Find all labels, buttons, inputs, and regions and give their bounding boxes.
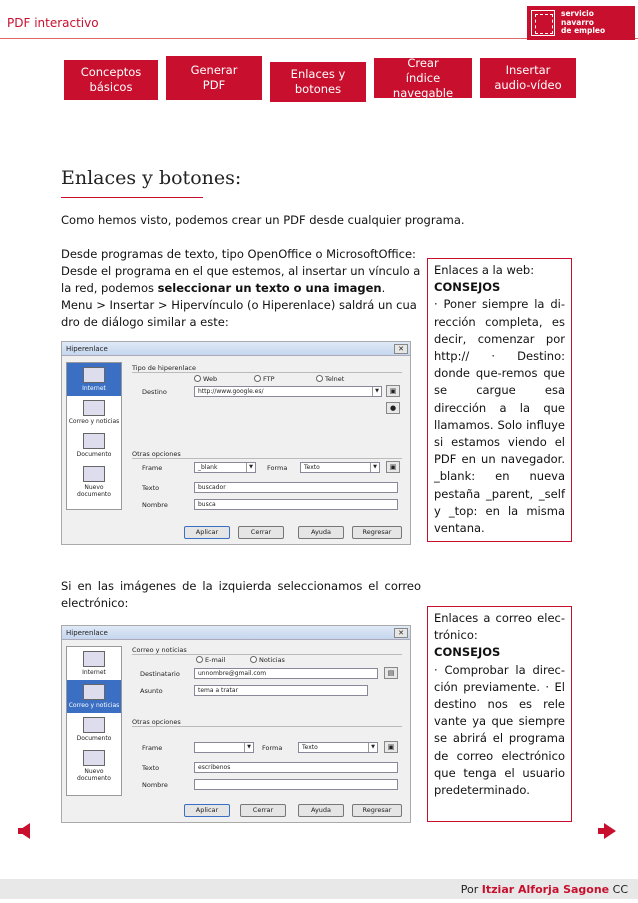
para1-bold: seleccionar un texto o una imagen (157, 281, 382, 295)
tip-box-email (427, 606, 572, 822)
sidebar-item-document[interactable] (67, 429, 121, 462)
dest-value: http://www.google.es/ (198, 388, 264, 395)
internet-icon (83, 651, 105, 667)
nav-label: botones (294, 82, 342, 96)
nav-enlaces-botones[interactable] (270, 62, 366, 102)
form-label: Forma (267, 464, 288, 472)
intro-text: Como hemos visto, podemos crear un PDF desde cualquier programa. (61, 213, 465, 227)
chevron-down-icon[interactable]: ▼ (372, 387, 381, 396)
name-input[interactable]: busca (194, 499, 398, 510)
subject-label: Asunto (140, 687, 163, 695)
tip-box-web (427, 258, 572, 542)
name-label: Nombre (142, 501, 168, 509)
recipient-input[interactable]: unnombre@gmail.com (194, 668, 378, 679)
group-label: Correo y noticias (132, 646, 402, 655)
frame-select[interactable] (194, 462, 256, 473)
nav-insertar-audio-video[interactable] (480, 58, 576, 98)
dialog-titlebar (62, 626, 410, 640)
radio-telnet[interactable]: Telnet (316, 375, 344, 383)
mail-icon (83, 684, 105, 700)
sidebar-label: Correo y noticias (68, 418, 120, 425)
para1-line: Desde programas de texto, tipo OpenOffice o MicrosoftOffice: (61, 247, 416, 261)
text-label: Texto (142, 764, 160, 772)
close-icon[interactable]: ✕ (394, 344, 408, 354)
folder-icon[interactable]: ▣ (386, 385, 400, 397)
dialog-title: Hiperenlace (66, 345, 108, 353)
document-icon (83, 433, 105, 449)
para1-line (61, 280, 421, 297)
sidebar-label: Nuevo documento (77, 768, 111, 782)
sidebar-item-new-document[interactable] (67, 746, 121, 786)
events-icon[interactable]: ▣ (384, 741, 398, 753)
internet-icon (83, 367, 105, 383)
apply-button[interactable]: Aplicar (184, 804, 230, 817)
previous-page-icon[interactable] (18, 823, 30, 839)
form-value: Texto (304, 464, 320, 471)
group-label: Otras opciones (132, 718, 402, 727)
group-label: Tipo de hiperenlace (132, 364, 402, 373)
dialog-titlebar (62, 342, 410, 356)
para1-text: . (381, 281, 386, 295)
name-input[interactable] (194, 779, 398, 790)
dialog-title: Hiperenlace (66, 629, 108, 637)
sidebar-item-mail[interactable] (67, 396, 121, 429)
nav-crear-indice[interactable] (374, 55, 472, 100)
para2-text: Si en las imágenes de la izquierda seleccionamos el correo electrónico: (61, 579, 421, 610)
tip-title: Enlaces a correo elec-trónico: (434, 611, 565, 643)
sidebar-item-mail[interactable] (67, 680, 121, 713)
sidebar-item-document[interactable] (67, 713, 121, 746)
radio-web[interactable]: Web (194, 375, 217, 383)
help-button[interactable]: Ayuda (298, 804, 344, 817)
recipient-label: Destinatario (140, 670, 180, 678)
dest-input[interactable] (194, 386, 382, 397)
footer-license: CC (609, 883, 628, 896)
chevron-down-icon[interactable]: ▼ (370, 463, 379, 472)
para1-line: Desde el programa en el que estemos, al insertar un vínculo a (61, 264, 421, 278)
address-book-icon[interactable]: ▤ (384, 667, 398, 679)
form-label: Forma (262, 744, 283, 752)
sidebar-label: Documento (76, 735, 112, 742)
dialog-sidebar (66, 646, 122, 796)
back-button[interactable]: Regresar (352, 526, 402, 539)
sidebar-item-new-document[interactable] (67, 462, 121, 502)
close-button[interactable]: Cerrar (240, 804, 286, 817)
back-button[interactable]: Regresar (352, 804, 402, 817)
tip-title: Enlaces a la web: (434, 263, 535, 277)
crest-icon (531, 10, 555, 36)
frame-label: Frame (142, 744, 163, 752)
chevron-down-icon[interactable]: ▼ (246, 463, 255, 472)
nav-label: Enlaces y (290, 67, 346, 81)
sidebar-label: Internet (82, 669, 106, 676)
section-heading: Enlaces y botones: (61, 167, 242, 189)
nav-label: Crear (407, 55, 439, 70)
sidebar-label: Correo y noticias (68, 702, 120, 709)
frame-label: Frame (142, 464, 163, 472)
text-input[interactable]: escribenos (194, 762, 398, 773)
close-icon[interactable]: ✕ (394, 628, 408, 638)
nav-label: Insertar (505, 63, 551, 77)
logo (527, 6, 635, 40)
radio-ftp[interactable]: FTP (254, 375, 275, 383)
group-label: Otras opciones (132, 450, 402, 459)
sidebar-label: Nuevo documento (77, 484, 111, 498)
close-button[interactable]: Cerrar (238, 526, 284, 539)
header-title: PDF interactivo (7, 16, 99, 30)
nav-conceptos-basicos[interactable] (64, 60, 158, 100)
nav-label: índice navegable (392, 70, 454, 100)
name-label: Nombre (142, 781, 168, 789)
mail-icon (83, 400, 105, 416)
dialog-sidebar (66, 362, 122, 510)
events-icon[interactable]: ▣ (386, 461, 400, 473)
logo-line: servicio (561, 9, 594, 19)
nav-label: Generar (190, 63, 238, 77)
hyperlink-dialog-web (61, 341, 411, 545)
new-document-icon (83, 750, 105, 766)
document-icon (83, 717, 105, 733)
help-button[interactable]: Ayuda (298, 526, 344, 539)
nav-generar-pdf[interactable] (166, 56, 262, 100)
footer-credit (461, 883, 628, 896)
tip-text: · Comprobar la direc-ción previamente. · El destino nos es rele vante ya que siempre se abrirá el programa de correo electrónico que tenga el usuario predeterminado. (434, 662, 565, 798)
frame-select[interactable] (194, 742, 254, 753)
chevron-down-icon[interactable]: ▼ (244, 743, 253, 752)
footer-author: Itziar Alforja Sagone (481, 883, 610, 896)
heading-rule (61, 197, 203, 198)
sidebar-label: Documento (76, 451, 112, 458)
chevron-down-icon[interactable]: ▼ (368, 743, 377, 752)
dest-label: Destino (142, 388, 167, 396)
tip-subtitle: CONSEJOS (434, 280, 501, 295)
form-value: Texto (302, 744, 318, 751)
radio-news[interactable]: Noticias (250, 656, 285, 664)
form-select[interactable] (300, 462, 380, 473)
frame-value: _blank (198, 464, 218, 471)
text-input[interactable]: buscador (194, 482, 398, 493)
sidebar-item-internet[interactable] (67, 363, 121, 396)
footer-by: Por (460, 883, 482, 896)
para1-line: dro de diálogo similar a este: (61, 315, 229, 329)
footer (0, 879, 638, 899)
radio-email[interactable]: E-mail (196, 656, 225, 664)
para1-line: Menu > Insertar > Hipervínculo (o Hiperenlace) saldrá un cua (61, 298, 417, 312)
tip-text: · Poner siempre la di-rección completa, es decir, comenzar por http:// · Destino: donde que-remos que se cargue esa dirección a la que llamamos. Solo influye si estamos viendo el PDF en un navegador. _blank: en nueva pestaña _parent, _self y _top: en la misma ventana. (434, 297, 565, 536)
text-label: Texto (142, 484, 160, 492)
logo-line: navarro (561, 17, 594, 27)
apply-button[interactable]: Aplicar (184, 526, 230, 539)
logo-line: de empleo (561, 26, 606, 36)
form-select[interactable] (298, 742, 378, 753)
hyperlink-dialog-email (61, 625, 411, 823)
nav-label: audio-vídeo (494, 78, 562, 92)
sidebar-item-internet[interactable] (67, 647, 121, 680)
next-page-icon[interactable] (604, 823, 616, 839)
nav-label: básicos (89, 80, 133, 94)
target-icon[interactable]: ● (386, 402, 400, 414)
tip-subtitle: CONSEJOS (434, 645, 501, 660)
sidebar-label: Internet (82, 385, 106, 392)
subject-input[interactable]: tema a tratar (194, 685, 368, 696)
new-document-icon (83, 466, 105, 482)
para1-text: la red, podemos (61, 281, 158, 295)
nav-label: Conceptos (80, 65, 142, 79)
nav-label: PDF (202, 78, 226, 92)
